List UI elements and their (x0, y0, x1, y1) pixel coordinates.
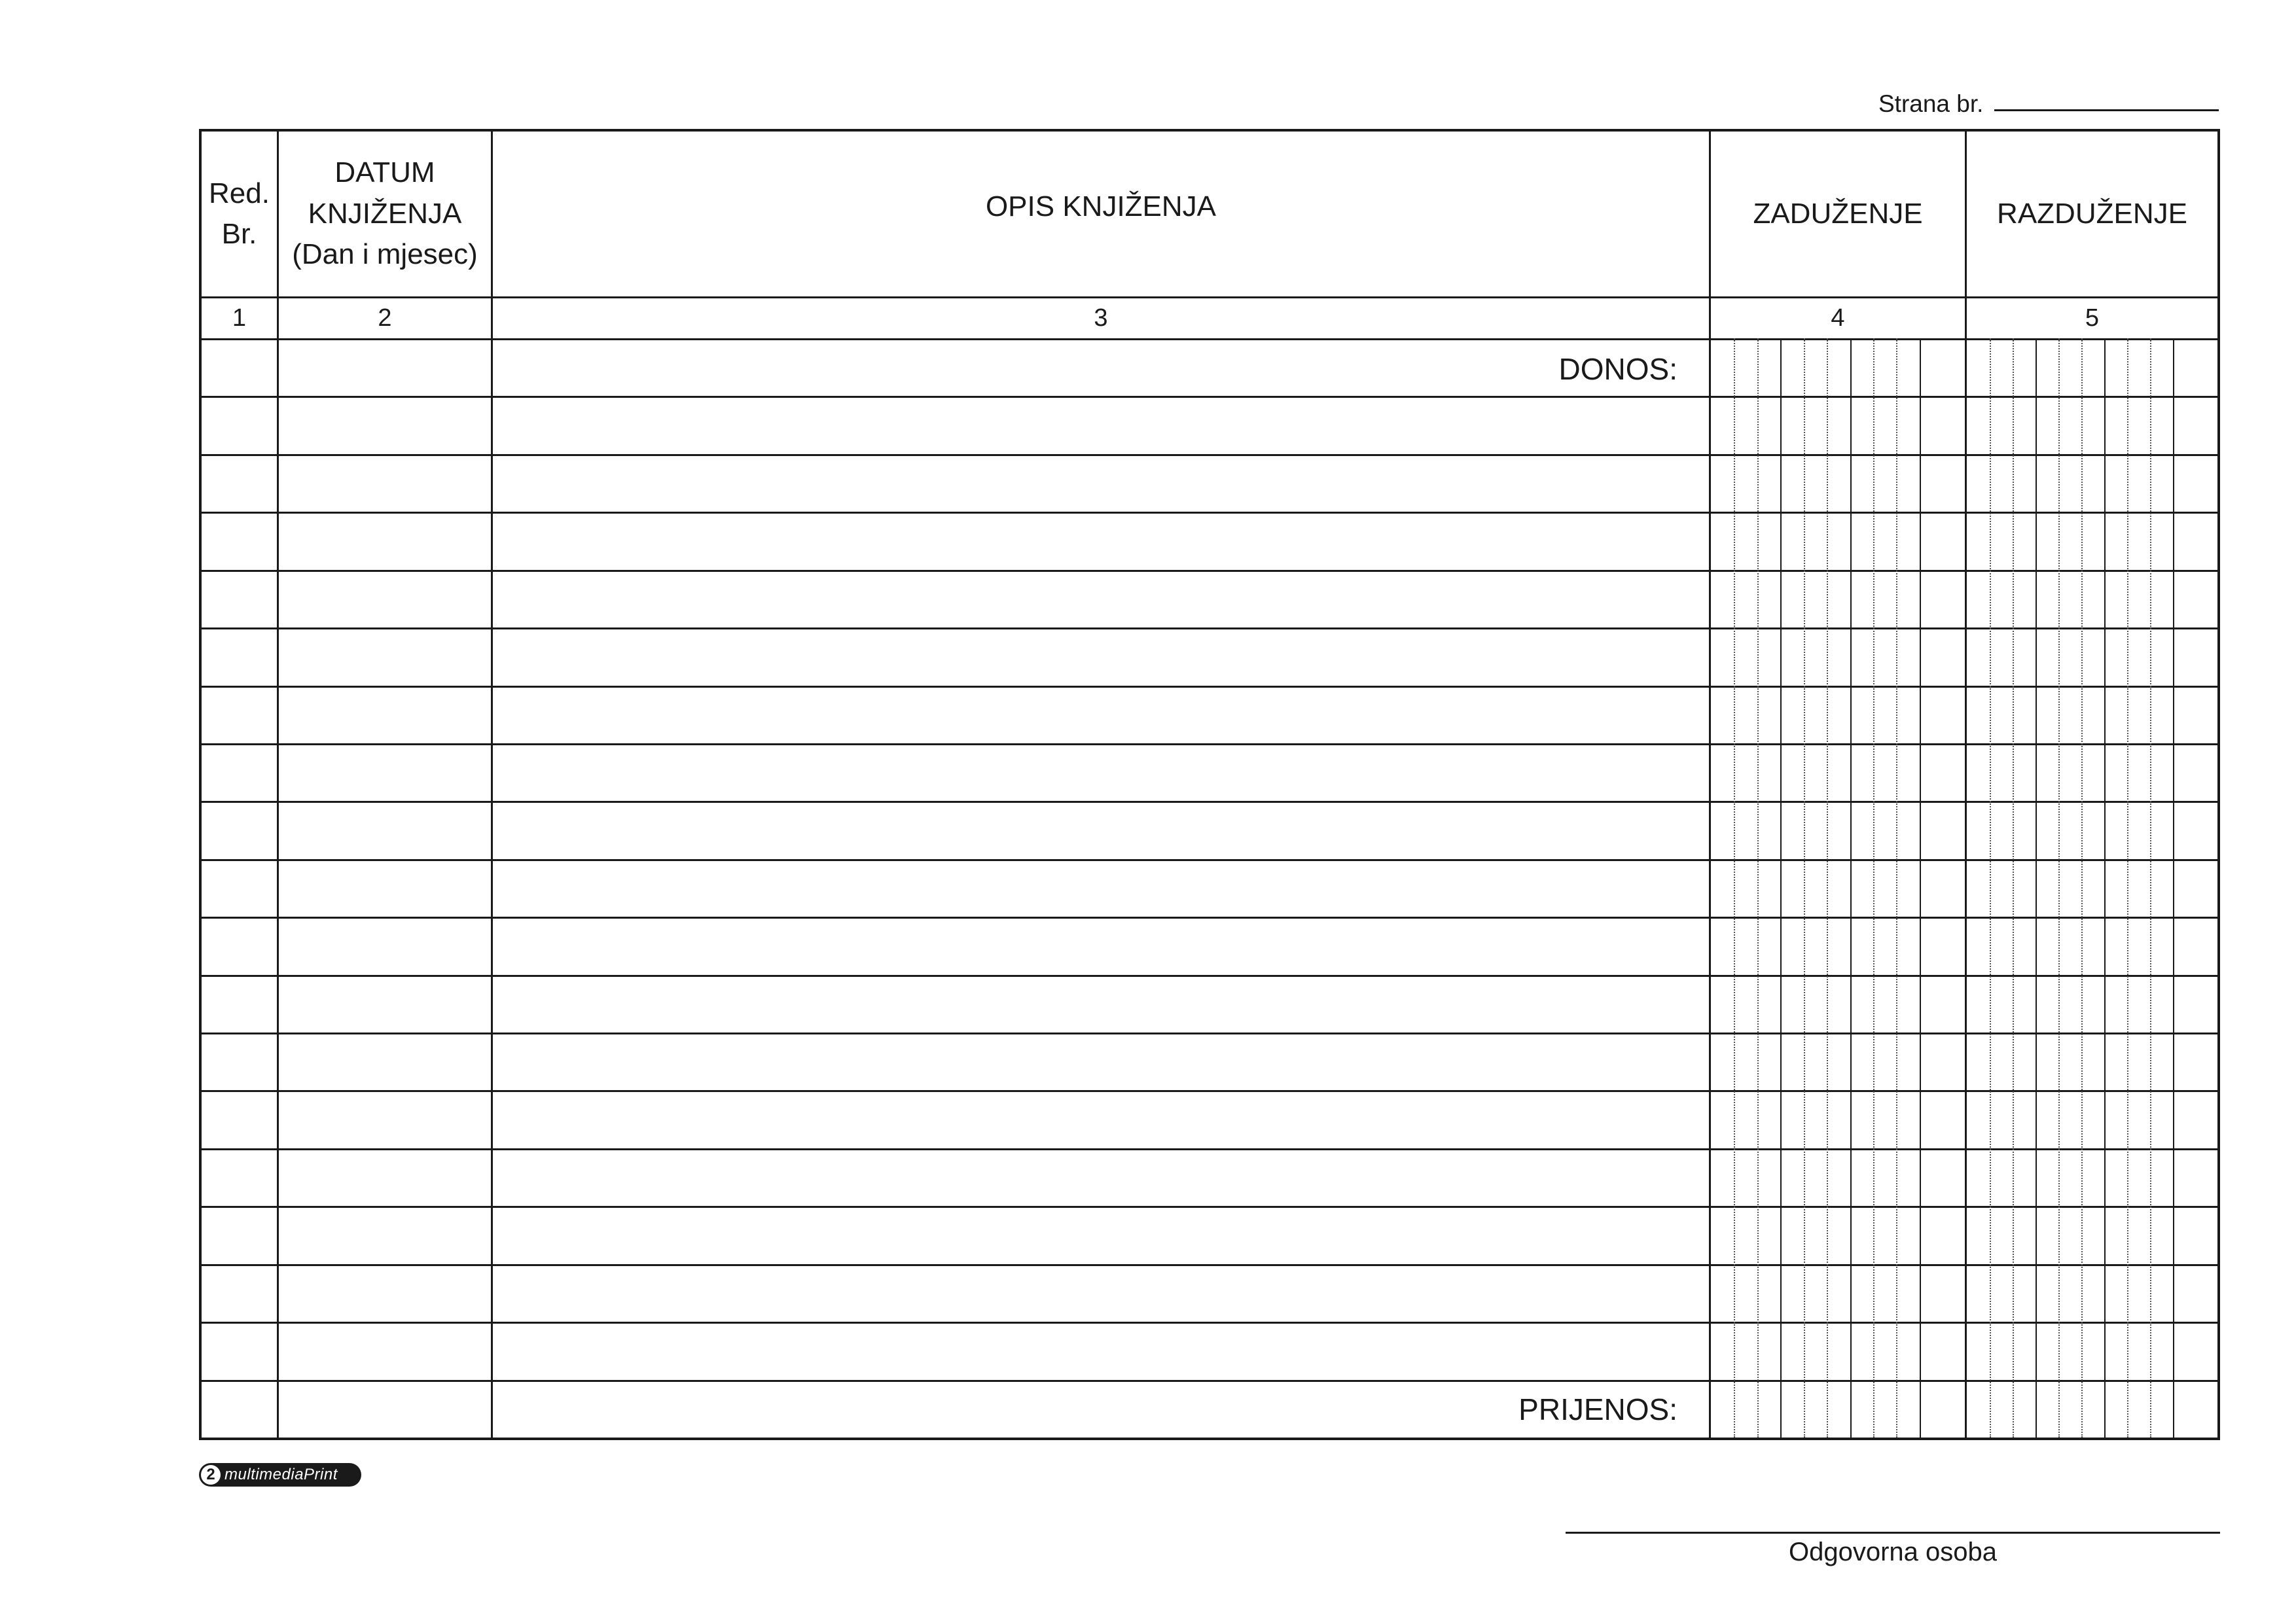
carry-out-label: PRIJENOS: (1518, 1392, 1677, 1426)
amount-digit-divider (1827, 338, 1828, 1438)
row-divider (202, 1206, 2217, 1208)
signature-label: Odgovorna osoba (1788, 1538, 1997, 1566)
amount-digit-divider (1873, 338, 1874, 1438)
carry-in-label: DONOS: (1558, 352, 1677, 386)
column-header-debit: ZADUŽENJE (1753, 197, 1923, 230)
amount-digit-divider (1990, 338, 1991, 1438)
row-divider (202, 570, 2217, 572)
page-number-field[interactable] (1994, 109, 2219, 111)
row-divider (202, 801, 2217, 803)
amount-group-divider (1850, 338, 1852, 1438)
amount-digit-divider (2013, 338, 2014, 1438)
row-divider (202, 975, 2217, 977)
column-number: 2 (378, 304, 392, 332)
row-divider (202, 917, 2217, 919)
amount-group-divider (2104, 338, 2106, 1438)
row-divider (202, 454, 2217, 456)
amount-digit-divider (2058, 338, 2060, 1438)
column-number: 5 (2085, 304, 2100, 332)
signature-field[interactable] (1566, 1532, 2220, 1534)
row-divider (202, 512, 2217, 514)
row-divider (202, 1380, 2217, 1382)
publisher-logo (199, 1463, 361, 1487)
amount-digit-divider (1757, 338, 1759, 1438)
row-divider (202, 1148, 2217, 1150)
column-number: 4 (1831, 304, 1845, 332)
amount-digit-divider (1804, 338, 1805, 1438)
row-divider (202, 396, 2217, 398)
column-header-ordinal: Red. Br. (209, 177, 270, 250)
amount-digit-divider (1734, 338, 1735, 1438)
header-divider (202, 338, 2217, 340)
amount-digit-divider (2081, 338, 2083, 1438)
amount-group-divider (1920, 338, 1921, 1438)
page-number-label: Strana br. (1878, 90, 1984, 117)
amount-digit-divider (1896, 338, 1897, 1438)
row-divider (202, 859, 2217, 861)
column-header-credit: RAZDUŽENJE (1997, 197, 2187, 230)
column-header-description: OPIS KNJIŽENJA (985, 190, 1217, 222)
row-divider (202, 1264, 2217, 1266)
logo-text: multimediaPrint (224, 1466, 338, 1483)
column-number: 3 (1094, 304, 1108, 332)
row-divider (202, 1090, 2217, 1092)
amount-group-divider (2173, 338, 2174, 1438)
logo-mark-icon: 2 (201, 1465, 221, 1485)
amount-group-divider (2036, 338, 2037, 1438)
ledger-table (199, 129, 2220, 1440)
row-divider (202, 1033, 2217, 1034)
amount-digit-divider (2127, 338, 2128, 1438)
amount-group-divider (1780, 338, 1782, 1438)
row-divider (202, 627, 2217, 629)
row-divider (202, 743, 2217, 745)
column-header-date: DATUM KNJIŽENJA (Dan i mjesec) (292, 156, 478, 271)
amount-digit-divider (2150, 338, 2151, 1438)
row-divider (202, 686, 2217, 688)
row-divider (202, 1322, 2217, 1324)
column-number: 1 (232, 304, 247, 332)
